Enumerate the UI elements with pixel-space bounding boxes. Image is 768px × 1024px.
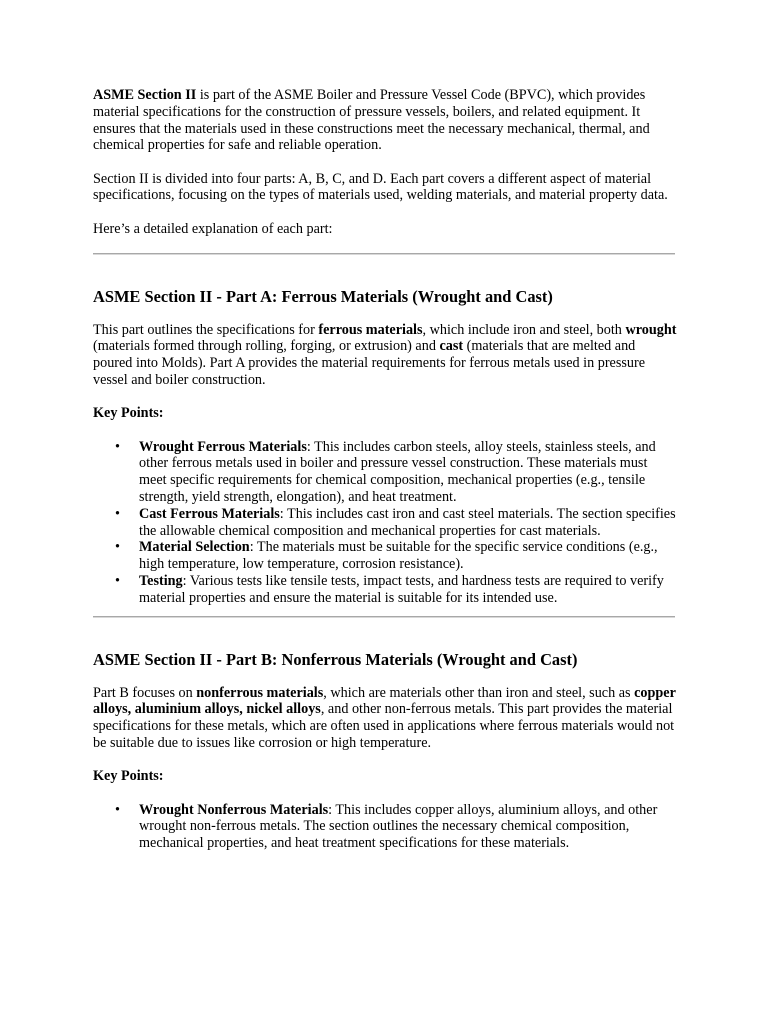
list-item-term: Testing [139, 572, 183, 589]
part-b-heading: ASME Section II - Part B: Nonferrous Materials (Wrought and Cast) [93, 649, 578, 669]
list-item-term: Material Selection [139, 539, 250, 556]
intro-paragraph-1-text: is part of the ASME Boiler and Pressure Vessel Code (BPVC), which provides material specifications for the construction of pressure vessels, boilers, and related equipment. It ensures that the materials used in these constructions meet the necessary mechanical, thermal, and chemical properties for safe and reliable operation. [93, 87, 650, 154]
part-b-bold-term: nonferrous materials [196, 684, 324, 701]
intro-bold-term: ASME Section II [93, 87, 197, 103]
list-item-term: Wrought Nonferrous Materials [139, 801, 329, 818]
list-item-text: : This includes carbon steels, alloy steels, stainless steels, and other ferrous metals used in boiler and pressure vessel construction. These materials must meet specific requirements for chemical composition, mechanical properties (e.g., tensile strength, yield strength, elongation), and heat treatment. [139, 438, 656, 505]
part-a-bold-term: wrought [625, 321, 677, 338]
list-item-text: : The materials must be suitable for the specific service conditions (e.g., high temperature, low temperature, corrosion resistance). [139, 539, 658, 573]
part-a-text: (materials that are melted and poured into Molds). Part A provides the material requirements for ferrous metals used in pressure vessel and boiler construction. [93, 338, 645, 388]
document-body [93, 87, 678, 852]
list-item [139, 439, 678, 506]
part-b-text: , which are materials other than iron and steel, such as [323, 684, 635, 701]
list-item-term: Cast Ferrous Materials [139, 505, 280, 522]
intro-paragraph-3: Here’s a detailed explanation of each part: [93, 220, 333, 237]
part-a-key-points-list [93, 439, 678, 607]
list-item [139, 573, 678, 607]
part-a-text: (materials formed through rolling, forging, or extrusion) and [93, 338, 440, 355]
part-a-paragraph [93, 322, 678, 389]
intro-paragraph-1 [93, 87, 678, 154]
part-a-text: This part outlines the specifications for [93, 321, 319, 338]
list-item [139, 802, 678, 852]
part-a-bold-term: ferrous materials [318, 321, 423, 338]
part-a-bold-term: cast [439, 338, 464, 355]
horizontal-divider [93, 253, 675, 255]
intro-paragraph-2: Section II is divided into four parts: A, B, C, and D. Each part covers a different aspect of material specifications, focusing on the types of materials used, welding materials, and material property data. [93, 170, 668, 204]
part-b-text: , and other non-ferrous metals. This part provides the material specifications for these metals, which are often used in applications where ferrous materials would not be suitable due to issues like corrosion or high temperature. [93, 701, 675, 751]
part-b-bold-term: copper alloys, aluminium alloys, nickel alloys [93, 684, 676, 718]
list-item-text: : Various tests like tensile tests, impact tests, and hardness tests are required to verify material properties and ensure the material is suitable for its intended use. [139, 572, 664, 606]
part-b-key-points-list [93, 802, 678, 852]
list-item-text: : This includes copper alloys, aluminium alloys, and other wrought non-ferrous metals. The section outlines the necessary chemical composition, mechanical properties, and heat treatment specifications for these materials. [139, 801, 658, 852]
part-a-text: , which include iron and steel, both [422, 321, 626, 338]
list-item-text: : This includes cast iron and cast steel materials. The section specifies the allowable chemical composition and mechanical properties for cast materials. [139, 505, 676, 539]
part-b-key-points-label: Key Points: [93, 768, 164, 785]
part-a-key-points-label: Key Points: [93, 405, 164, 422]
horizontal-divider [93, 616, 675, 618]
part-b-paragraph [93, 685, 678, 752]
list-item [139, 539, 678, 573]
part-b-text: Part B focuses on [93, 684, 197, 701]
list-item-term: Wrought Ferrous Materials [139, 438, 307, 455]
list-item [139, 506, 678, 540]
part-a-heading: ASME Section II - Part A: Ferrous Materials (Wrought and Cast) [93, 286, 553, 306]
